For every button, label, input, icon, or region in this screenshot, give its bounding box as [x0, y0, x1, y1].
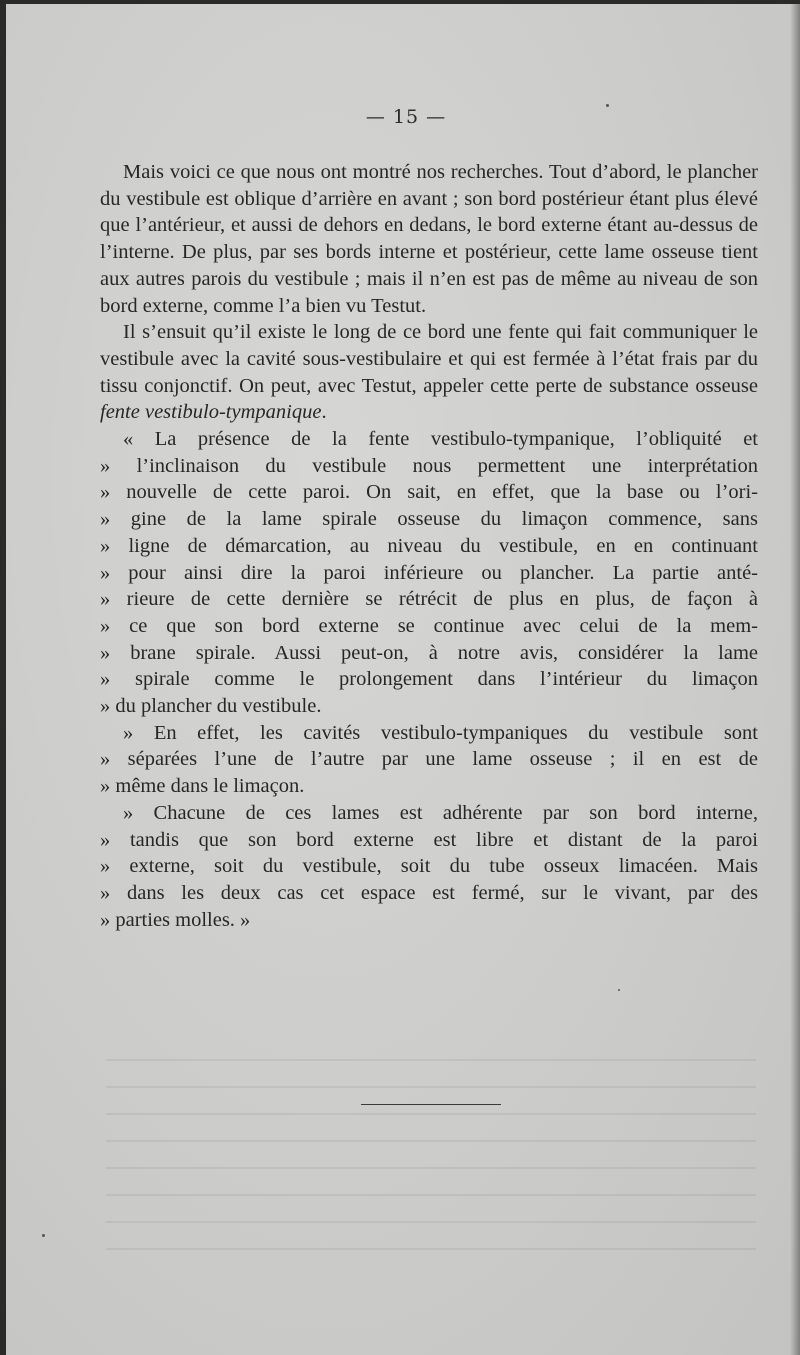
quote-line: » parties molles. »: [100, 908, 251, 931]
paragraph-2-text: Il s’ensuit qu’il existe le long de ce bord une fente qui fait communiquer le vestibule avec la cavité sous-vestibulaire et qui est fermée à l’état frais par du tissu conjonctif. On peut, avec Testut, appeler cette perte de substance osseuse: [100, 321, 758, 397]
dust-speck: [606, 104, 609, 107]
quote-line: » ligne de démarcation, au niveau du vestibule, en en continuant: [100, 534, 758, 557]
paragraph-2: [100, 319, 758, 426]
bleed-through-texture: [106, 1059, 756, 1259]
quote-line: » séparées l’une de l’autre par une lame osseuse ; il en est de: [100, 748, 758, 771]
dust-speck: [42, 1234, 45, 1237]
quote-line: » nouvelle de cette paroi. On sait, en effet, que la base ou l’ori-: [100, 481, 758, 504]
scanned-page: [6, 4, 800, 1355]
quote-line: » même dans le limaçon.: [100, 775, 305, 798]
body-text: [100, 159, 758, 933]
dust-speck: [618, 989, 620, 991]
quote-line: » rieure de cette dernière se rétrécit de plus en plus, de façon à: [100, 588, 758, 611]
page-number: — 15 —: [365, 106, 447, 128]
quote-line: » ce que son bord externe se continue avec celui de la mem-: [100, 614, 758, 637]
quote-line: » brane spirale. Aussi peut-on, à notre avis, considérer la lame: [100, 641, 758, 664]
section-divider-rule: [361, 1104, 501, 1105]
quote-line: » En effet, les cavités vestibulo-tympaniques du vestibule sont: [123, 721, 758, 744]
quote-line: » spirale comme le prolongement dans l’intérieur du limaçon: [100, 668, 758, 691]
quote-line: » Chacune de ces lames est adhérente par son bord interne,: [123, 801, 758, 824]
quote-paragraph-3: [100, 800, 758, 934]
quote-line: » dans les deux cas cet espace est fermé, sur le vivant, par des: [100, 881, 758, 904]
quote-line: » du plancher du vestibule.: [100, 695, 322, 718]
quote-paragraph-2: [100, 720, 758, 800]
quote-line: » l’inclinaison du vestibule nous permettent une interprétation: [100, 454, 758, 477]
quote-line: » externe, soit du vestibule, soit du tube osseux limacéen. Mais: [100, 855, 758, 878]
quote-line: » tandis que son bord externe est libre et distant de la paroi: [100, 828, 758, 851]
quote-line: » gine de la lame spirale osseuse du limaçon commence, sans: [100, 508, 758, 531]
italic-term: fente vestibulo-tympanique: [100, 401, 322, 424]
quote-line: » pour ainsi dire la paroi inférieure ou plancher. La partie anté-: [100, 561, 758, 584]
quote-line: « La présence de la fente vestibulo-tympanique, l’obliquité et: [123, 428, 758, 451]
quote-paragraph-1: [100, 426, 758, 720]
paragraph-1: Mais voici ce que nous ont montré nos recherches. Tout d’abord, le plancher du vestibule est oblique d’arrière en avant ; son bord postérieur étant plus élevé que l’antérieur, et aussi de dehors en dedans, le bord externe étant au-dessus de l’interne. De plus, par ses bords interne et postérieur, cette lame osseuse tient aux autres parois du vestibule ; mais il n’en est pas de même au niveau de son bord externe, comme l’a bien vu Testut.: [100, 161, 758, 317]
page-edge-shadow: [790, 4, 800, 1355]
paragraph-2-end: .: [321, 401, 327, 424]
